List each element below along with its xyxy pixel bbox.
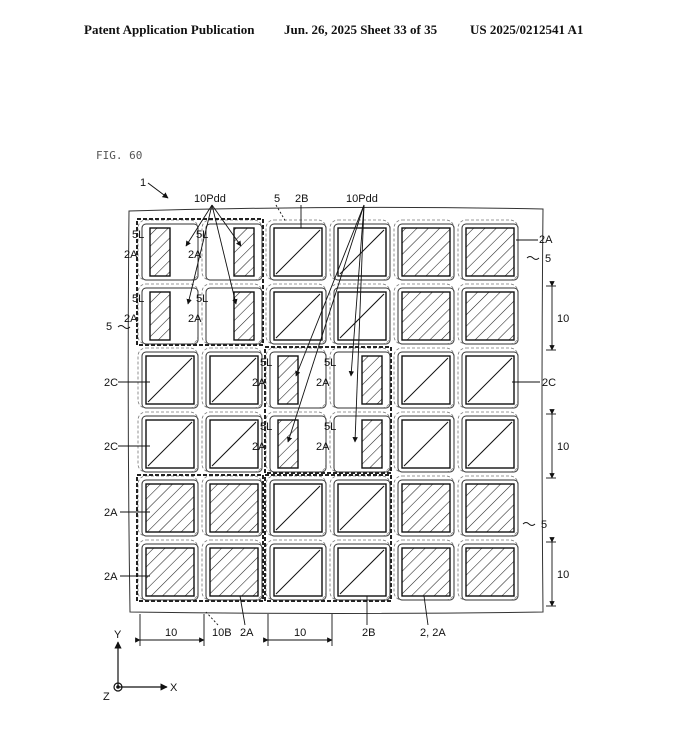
ref-2a-label: 2A (252, 441, 266, 453)
ref-2a-label: 2A (124, 313, 138, 325)
split-photodiode-2a (362, 420, 382, 468)
dim-10-bottom-1: 10 (165, 627, 178, 639)
pixel-cell (394, 476, 454, 536)
pixel-cell (138, 540, 198, 600)
photodiode-2a (466, 228, 514, 276)
split-photodiode-2a (234, 228, 254, 276)
ref-2a-bottom: 2A (240, 627, 254, 639)
pixel-cell (266, 284, 326, 344)
z-axis-dot (117, 686, 119, 688)
ref-2a-right: 2A (539, 234, 553, 246)
photodiode-2a (466, 548, 514, 596)
ref-5l-label: 5L (324, 421, 337, 433)
publication-number: US 2025/0212541 A1 (470, 22, 584, 37)
photodiode-2a (466, 484, 514, 532)
pixel-cell (202, 476, 262, 536)
split-photodiode-2a (150, 228, 170, 276)
ref-10b: 10B (212, 627, 232, 639)
dim-10-right-2: 10 (557, 441, 570, 453)
axis-z-label: Z (103, 691, 110, 703)
ref-2a-left-2: 2A (104, 571, 118, 583)
split-photodiode-2a (278, 420, 298, 468)
ref-10pdd-right: 10Pdd (346, 193, 378, 205)
pixel-cell (394, 220, 454, 280)
ref-2a-label: 2A (252, 377, 266, 389)
ref-2a-label: 2A (316, 441, 330, 453)
pixel-cell (316, 412, 390, 472)
pixel-cell (394, 284, 454, 344)
axis-x-label: X (170, 682, 178, 694)
pixel-cell (458, 476, 518, 536)
ref-2a-label: 2A (188, 249, 202, 261)
ref-2-2a-bottom: 2, 2A (420, 627, 446, 639)
figure-label: FIG. 60 (96, 149, 143, 162)
ref-2b-top: 2B (295, 193, 309, 205)
ref-5-right-bottom: 5 (541, 519, 548, 531)
pixel-cell (316, 348, 390, 408)
ref-5-right-top-squiggle (527, 257, 539, 260)
pixel-cell (330, 476, 390, 536)
photodiode-2a (146, 484, 194, 532)
ref-5l-label: 5L (132, 229, 145, 241)
pixel-cell (138, 476, 198, 536)
dim-10-bottom-2: 10 (294, 627, 307, 639)
ref-5l-label: 5L (260, 357, 273, 369)
ref-5l-label: 5L (196, 293, 209, 305)
photodiode-2a (466, 292, 514, 340)
split-photodiode-2a (278, 356, 298, 404)
ref-2b-bottom: 2B (362, 627, 376, 639)
split-photodiode-2a (150, 292, 170, 340)
pixel-cell (266, 476, 326, 536)
split-photodiode-2a (234, 292, 254, 340)
photodiode-2a (402, 484, 450, 532)
ref-5-right-bottom-squiggle (523, 523, 535, 526)
ref-2a-left-1: 2A (104, 507, 118, 519)
publication-date-sheet: Jun. 26, 2025 Sheet 33 of 35 (284, 22, 438, 37)
ref-5l-label: 5L (324, 357, 337, 369)
pixel-grid (124, 220, 518, 600)
ref-2c-left-1: 2C (104, 377, 119, 389)
dim-10-right-1: 10 (557, 313, 570, 325)
pixel-cell (124, 284, 198, 344)
pixel-cell (458, 348, 518, 408)
pixel-cell (138, 412, 198, 472)
ref-2c-right: 2C (542, 377, 557, 389)
pixel-cell (138, 348, 198, 408)
ref-2a-label: 2A (316, 377, 330, 389)
ref-10pdd-left: 10Pdd (194, 193, 226, 205)
pixel-cell (330, 220, 390, 280)
axis-y-label: Y (114, 629, 122, 641)
pixel-cell (124, 220, 198, 280)
publication-type: Patent Application Publication (84, 22, 255, 37)
pixel-cell (394, 540, 454, 600)
ref-2a-label: 2A (188, 313, 202, 325)
photodiode-2a (402, 548, 450, 596)
photodiode-2a (210, 484, 258, 532)
photodiode-2a (146, 548, 194, 596)
ref-5l-label: 5L (260, 421, 273, 433)
dim-10-right-3: 10 (557, 569, 570, 581)
ref-5-left: 5 (106, 321, 113, 333)
pixel-cell (394, 348, 454, 408)
device-ref-arrow (148, 183, 168, 198)
pixel-cell (330, 540, 390, 600)
ref-5-top: 5 (274, 193, 281, 205)
pixel-cell (458, 412, 518, 472)
ref-5l-label: 5L (132, 293, 145, 305)
split-photodiode-2a (362, 356, 382, 404)
pixel-cell (394, 412, 454, 472)
pixel-cell (266, 540, 326, 600)
ref-2a-label: 2A (124, 249, 138, 261)
pixel-cell (458, 540, 518, 600)
pixel-cell (188, 284, 262, 344)
device-ref-label: 1 (140, 177, 147, 189)
ref-5-right-top: 5 (545, 253, 552, 265)
dimension-brackets-right (546, 286, 556, 606)
ref-5l-label: 5L (196, 229, 209, 241)
pixel-cell (188, 220, 262, 280)
pixel-cell (266, 220, 326, 280)
axes (114, 642, 167, 691)
photodiode-2a (402, 228, 450, 276)
photodiode-2a (210, 548, 258, 596)
pixel-cell (458, 220, 518, 280)
photodiode-2a (402, 292, 450, 340)
pixel-cell (202, 540, 262, 600)
ref-2c-left-2: 2C (104, 441, 119, 453)
pixel-cell (458, 284, 518, 344)
pixel-cell (252, 412, 326, 472)
